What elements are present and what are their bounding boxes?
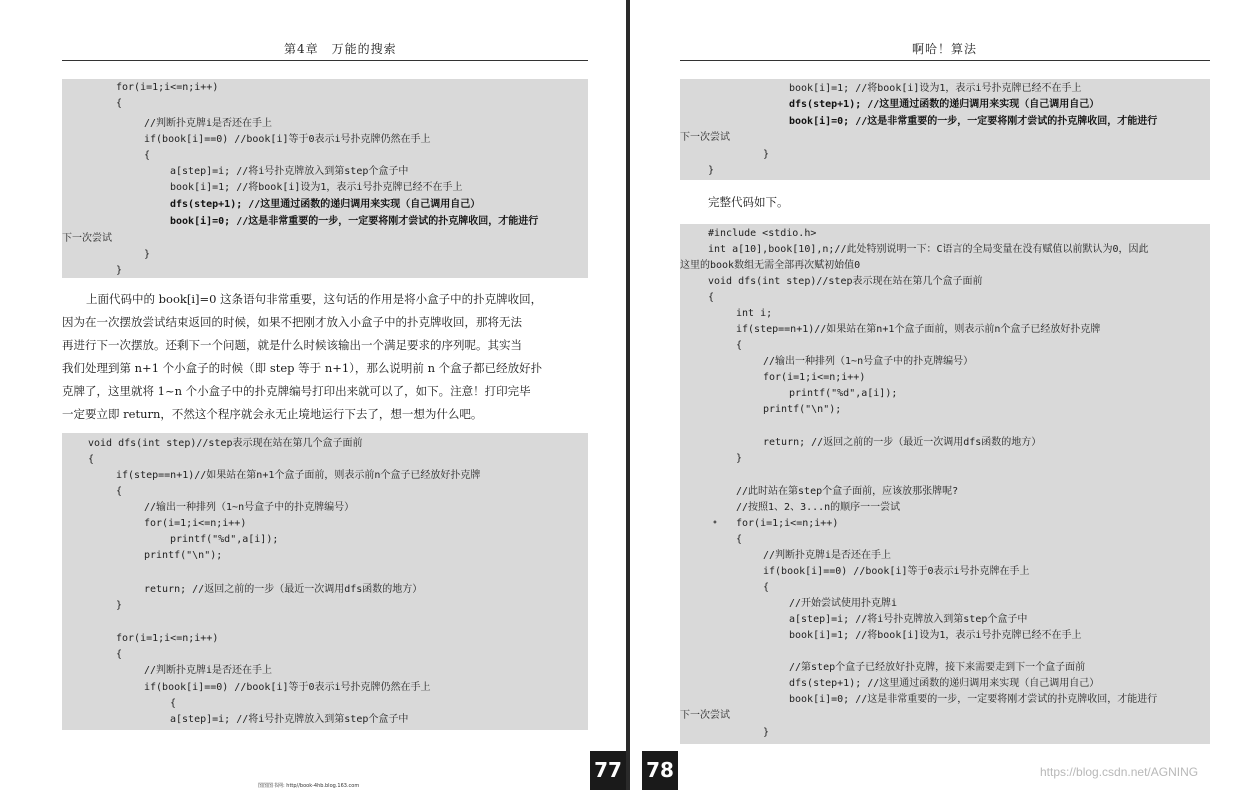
code-line: //判断扑克牌i是否还在手上	[763, 550, 892, 561]
code-line: dfs(step+1); //这里通过函数的递归调用来实现（自己调用自己）	[170, 199, 481, 210]
code-line: {	[116, 98, 123, 109]
code-line: dfs(step+1); //这里通过函数的递归调用来实现（自己调用自己）	[789, 99, 1100, 110]
page-number-right: 78	[642, 751, 678, 790]
code-line: int i;	[736, 308, 773, 319]
code-line: book[i]=0; //这是非常重要的一步，一定要将刚才尝试的扑克牌收回，才能进行	[789, 694, 1158, 705]
code-line: book[i]=1; //将book[i]设为1，表示i号扑克牌已经不在手上	[789, 83, 1082, 94]
code-line: return; //返回之前的一步（最近一次调用dfs函数的地方）	[763, 437, 1042, 448]
code-line: printf("%d",a[i]);	[789, 388, 898, 399]
left-page	[0, 0, 626, 790]
code-line: //第step个盒子已经放好扑克牌，接下来需要走到下一个盒子面前	[789, 662, 1086, 673]
code-line: {	[116, 649, 123, 660]
code-line: int a[10],book[10],n;//此处特别说明一下：C语言的全局变量在没有赋值以前默认为0，因此	[708, 244, 1149, 255]
code-line: {	[708, 292, 715, 303]
code-line: }	[763, 149, 770, 160]
code-line: if(book[i]==0) //book[i]等于0表示i号扑克牌在手上	[763, 566, 1030, 577]
code-line: }	[763, 727, 770, 738]
code-line: book[i]=0; //这是非常重要的一步，一定要将刚才尝试的扑克牌收回，才能进行	[170, 216, 539, 227]
code-line: a[step]=i; //将i号扑克牌放入到第step个盒子中	[170, 714, 409, 725]
code-line: void dfs(int step)//step表示现在站在第几个盒子面前	[708, 276, 983, 287]
code-line: 下一次尝试	[680, 710, 730, 721]
running-head-left: 第4章 万能的搜索	[284, 42, 397, 56]
code-line: return; //返回之前的一步（最近一次调用dfs函数的地方）	[144, 584, 423, 595]
running-head-right: 啊哈！算法	[912, 42, 978, 56]
code-line: if(book[i]==0) //book[i]等于0表示i号扑克牌仍然在手上	[144, 682, 431, 693]
scan-dot: •	[712, 518, 718, 529]
code-line: }	[116, 600, 123, 611]
footer-note: 图图图书网: http//book-4hb.blog.163.com	[258, 783, 360, 789]
code-line: //输出一种排列（1~n号盒子中的扑克牌编号）	[144, 502, 355, 513]
code-line: book[i]=0; //这是非常重要的一步，一定要将刚才尝试的扑克牌收回，才能进行	[789, 116, 1158, 127]
code-line: a[step]=i; //将i号扑克牌放入到第step个盒子中	[170, 166, 409, 177]
code-line: {	[736, 340, 743, 351]
code-line: book[i]=1; //将book[i]设为1，表示i号扑克牌已经不在手上	[170, 182, 463, 193]
code-line: for(i=1;i<=n;i++)	[144, 518, 247, 529]
code-line: void dfs(int step)//step表示现在站在第几个盒子面前	[88, 438, 363, 449]
code-line: }	[116, 265, 123, 276]
header-rule-left	[62, 60, 588, 61]
code-line: for(i=1;i<=n;i++)	[736, 518, 839, 529]
code-line: if(step==n+1)//如果站在第n+1个盒子面前，则表示前n个盒子已经放好扑克牌	[116, 470, 481, 481]
code-line: 下一次尝试	[680, 132, 730, 143]
intro-text: 完整代码如下。	[708, 195, 789, 209]
code-line: //输出一种排列（1~n号盒子中的扑克牌编号）	[763, 356, 974, 367]
code-line: for(i=1;i<=n;i++)	[116, 82, 219, 93]
code-line: printf("\n");	[763, 404, 842, 415]
code-line: if(book[i]==0) //book[i]等于0表示i号扑克牌仍然在手上	[144, 134, 431, 145]
code-line: 下一次尝试	[62, 233, 112, 244]
code-line: //按照1、2、3...n的顺序一一尝试	[736, 502, 901, 513]
code-line: {	[170, 698, 177, 709]
code-line: {	[116, 486, 123, 497]
code-line: for(i=1;i<=n;i++)	[116, 633, 219, 644]
code-line: }	[736, 453, 743, 464]
code-line: book[i]=1; //将book[i]设为1，表示i号扑克牌已经不在手上	[789, 630, 1082, 641]
code-line: //判断扑克牌i是否还在手上	[144, 665, 273, 676]
code-line: {	[144, 150, 151, 161]
code-line: #include <stdio.h>	[708, 228, 817, 239]
right-page	[630, 0, 1257, 790]
code-line: //开始尝试使用扑克牌i	[789, 598, 898, 609]
paragraph-line: 一定要立即 return，不然这个程序就会永无止境地运行下去了，想一想为什么吧。	[62, 407, 483, 421]
paragraph-line: 我们处理到第 n+1 个小盒子的时候（即 step 等于 n+1），那么说明前 n 个盒子都已经放好扑	[62, 361, 543, 375]
code-line: //此时站在第step个盒子面前，应该放那张牌呢?	[736, 486, 959, 497]
code-line: printf("\n");	[144, 550, 223, 561]
code-line: printf("%d",a[i]);	[170, 534, 279, 545]
code-line: if(step==n+1)//如果站在第n+1个盒子面前，则表示前n个盒子已经放好扑克牌	[736, 324, 1101, 335]
code-line: {	[88, 454, 95, 465]
code-line: {	[763, 582, 770, 593]
code-line: }	[144, 249, 151, 260]
code-line: 这里的book数组无需全部再次赋初始值0	[680, 260, 861, 271]
code-line: a[step]=i; //将i号扑克牌放入到第step个盒子中	[789, 614, 1028, 625]
code-line: }	[708, 165, 715, 176]
code-line: for(i=1;i<=n;i++)	[763, 372, 866, 383]
header-rule-right	[680, 60, 1210, 61]
paragraph-line: 上面代码中的 book[i]=0 这条语句非常重要，这句话的作用是将小盒子中的扑克牌收回，	[86, 292, 543, 306]
code-line: //判断扑克牌i是否还在手上	[144, 118, 273, 129]
paragraph-line: 因为在一次摆放尝试结束返回的时候，如果不把刚才放入小盒子中的扑克牌收回，那将无法	[62, 315, 522, 329]
code-line: dfs(step+1); //这里通过函数的递归调用来实现（自己调用自己）	[789, 678, 1100, 689]
paragraph-line: 再进行下一次摆放。还剩下一个问题，就是什么时候该输出一个满足要求的序列呢。其实当	[62, 338, 522, 352]
paragraph-line: 克牌了，这里就将 1~n 个小盒子中的扑克牌编号打印出来就可以了，如下。注意！打印完毕	[62, 384, 531, 398]
page-number-left: 77	[590, 751, 626, 790]
code-line: {	[736, 534, 743, 545]
watermark: https://blog.csdn.net/AGNING	[1040, 765, 1199, 779]
